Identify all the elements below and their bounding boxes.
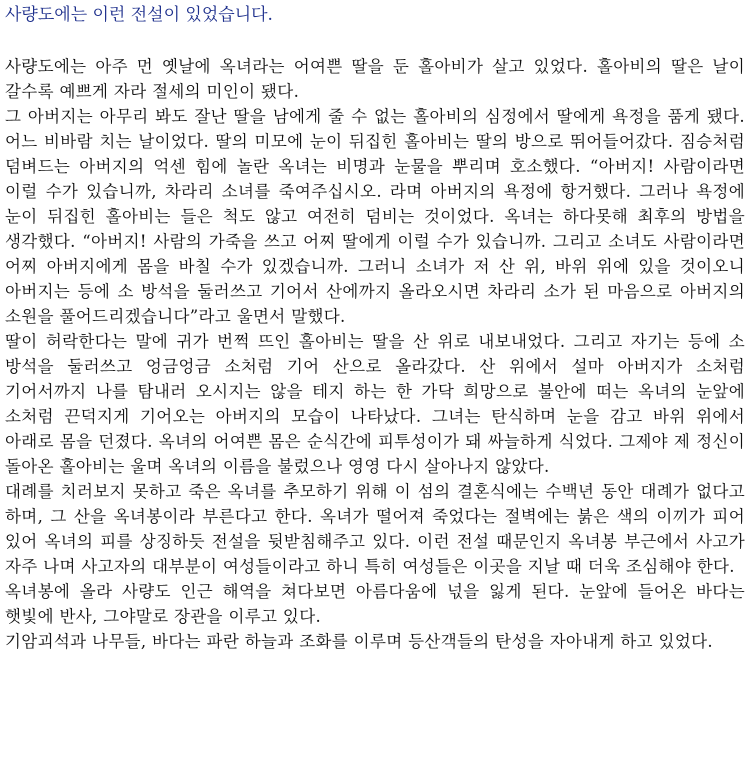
title-spacer	[5, 28, 745, 54]
document-body	[5, 54, 745, 654]
paragraph-5: 옥녀봉에 올라 사량도 인근 해역을 쳐다보면 아름다움에 넋을 잃게 된다. 눈앞에 들어온 바다는 햇빛에 반사, 그야말로 장관을 이루고 있다.	[5, 582, 745, 626]
paragraph-6: 기암괴석과 나무들, 바다는 파란 하늘과 조화를 이루며 등산객들의 탄성을 자아내게 하고 있었다.	[5, 632, 714, 651]
paragraph-3: 딸이 허락한다는 말에 귀가 번쩍 뜨인 홀아비는 딸을 산 위로 내보내었다. 그리고 자기는 등에 소 방석을 둘러쓰고 엉금엉금 소처럼 기어 산으로 올라갔다. 산 위에서 설마 아버지가 소처럼 기어서까지 나를 탐내러 오시지는 않을 테지 하는 한 가닥 희망으로 불안에 떠는 옥녀의 눈앞에 소처럼 끈덕지게 기어오는 아버지의 모습이 나타났다. 그녀는 탄식하며 눈을 감고 바위 위에서 아래로 몸을 던졌다. 옥녀의 어여쁜 몸은 순식간에 피투성이가 돼 싸늘하게 식었다. 그제야 제 정신이 돌아온 홀아비는 울며 옥녀의 이름을 불렀으나 영영 다시 살아나지 않았다.	[5, 332, 745, 476]
paragraph-1: 사량도에는 아주 먼 옛날에 옥녀라는 어여쁜 딸을 둔 홀아비가 살고 있었다. 홀아비의 딸은 날이 갈수록 예쁘게 자라 절세의 미인이 됐다.	[5, 57, 745, 101]
paragraph-2: 그 아버지는 아무리 봐도 잘난 딸을 남에게 줄 수 없는 홀아비의 심정에서 딸에게 욕정을 품게 됐다. 어느 비바람 치는 날이었다. 딸의 미모에 눈이 뒤집힌 홀아비는 딸의 방으로 뛰어들어갔다. 짐승처럼 덤벼드는 아버지의 억센 힘에 놀란 옥녀는 비명과 눈물을 뿌리며 호소했다. “아버지! 사람이라면 이럴 수가 있습니까, 차라리 소녀를 죽여주십시오. 라며 아버지의 욕정에 항거했다. 그러나 욕정에 눈이 뒤집힌 홀아비는 들은 척도 않고 여전히 덤비는 것이었다. 옥녀는 하다못해 최후의 방법을 생각했다. “아버지! 사람의 가죽을 쓰고 어찌 딸에게 이럴 수가 있습니까. 그리고 소녀도 사람이라면 어찌 아버지에게 몸을 바칠 수가 있겠습니까. 그러니 소녀가 저 산 위, 바위 위에 있을 것이오니 아버지는 등에 소 방석을 둘러쓰고 기어서 산에까지 올라오시면 차라리 소가 된 마음으로 아버지의 소원을 풀어드리겠습니다”라고 울면서 말했다.	[5, 107, 745, 326]
document-title: 사량도에는 이런 전설이 있었습니다.	[5, 5, 273, 25]
paragraph-4: 대례를 치러보지 못하고 죽은 옥녀를 추모하기 위해 이 섬의 결혼식에는 수백년 동안 대례가 없다고 하며, 그 산을 옥녀봉이라 부른다고 한다. 옥녀가 떨어져 죽었다는 절벽에는 붉은 색의 이끼가 피어 있어 옥녀의 피를 상징하듯 전설을 뒷받침해주고 있다. 이런 전설 때문인지 옥녀봉 부근에서 사고가 자주 나며 사고자의 대부분이 여성들이라고 하니 특히 여성들은 이곳을 지날 때 더욱 조심해야 한다.	[5, 482, 745, 576]
